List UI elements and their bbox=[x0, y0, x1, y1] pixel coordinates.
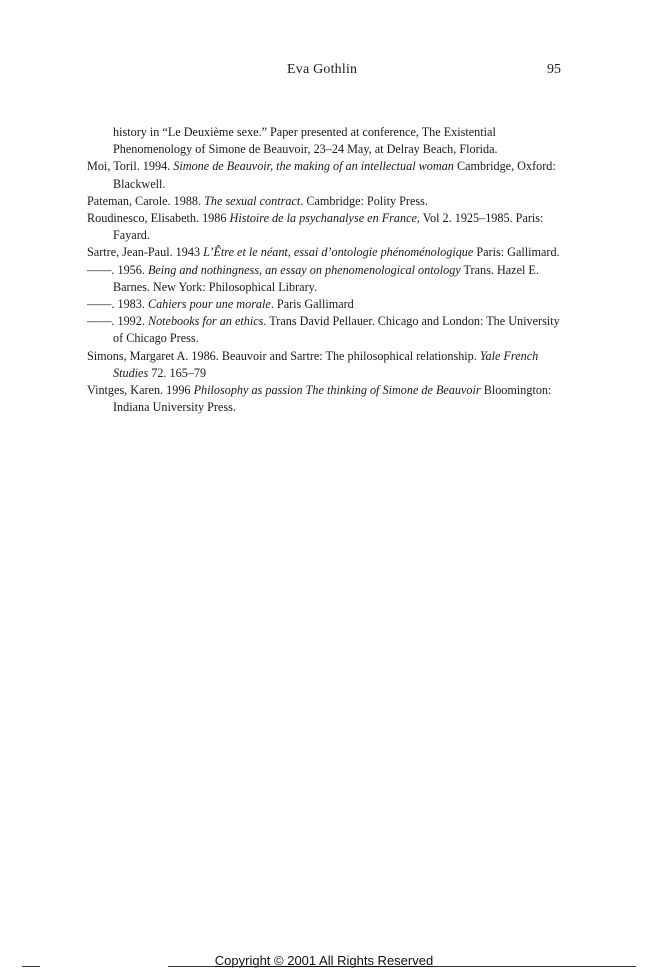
reference-text: Paris: Gallimard. bbox=[473, 245, 560, 260]
reference-title: Philosophy as passion The thinking of Simone de Beauvoir bbox=[193, 383, 481, 398]
reference-text: Trans. Hazel E. Barnes. New York: Philosophical Library. bbox=[113, 262, 539, 294]
running-head-author: Eva Gothlin bbox=[287, 62, 358, 77]
reference-title: Being and nothingness, an essay on phenomenological ontology bbox=[147, 262, 461, 277]
reference-entry bbox=[87, 193, 565, 210]
reference-entry bbox=[87, 313, 565, 347]
reference-text: . Paris Gallimard bbox=[270, 297, 354, 312]
reference-entry bbox=[87, 158, 565, 192]
reference-title: Histoire de la psychanalyse en France bbox=[229, 211, 417, 226]
reference-text: ——. 1983. bbox=[87, 297, 148, 312]
reference-entry bbox=[87, 262, 565, 296]
reference-text: Pateman, Carole. 1988. bbox=[87, 193, 205, 208]
running-head bbox=[0, 62, 648, 80]
reference-text: Sartre, Jean-Paul. 1943 bbox=[87, 245, 204, 260]
reference-title: L’Être et le néant, essai d’ontologie phénoménologique bbox=[203, 245, 474, 260]
reference-title: Yale French Studies bbox=[113, 348, 539, 380]
reference-text: ——. 1992. bbox=[87, 314, 148, 329]
reference-text: . Cambridge: Polity Press. bbox=[300, 193, 428, 208]
reference-title: Notebooks for an ethics bbox=[147, 314, 264, 329]
reference-text: Simons, Margaret A. 1986. Beauvoir and Sartre: The philosophical relationship. bbox=[87, 348, 480, 363]
reference-text: Moi, Toril. 1994. bbox=[87, 159, 174, 174]
reference-text: . Trans David Pellauer. Chicago and London: The University of Chicago Press. bbox=[113, 314, 560, 346]
reference-text: Roudinesco, Elisabeth. 1986 bbox=[87, 211, 230, 226]
copyright-notice: Copyright © 2001 All Rights Reserved bbox=[214, 953, 434, 968]
reference-entry-continued bbox=[87, 124, 565, 158]
reference-text: , Vol 2. 1925–1985. Paris: Fayard. bbox=[113, 211, 544, 243]
reference-text: 72. 165–79 bbox=[148, 365, 207, 380]
reference-text: Cambridge, Oxford: Blackwell. bbox=[113, 159, 556, 191]
reference-entry bbox=[87, 244, 565, 261]
reference-text: ——. 1956. bbox=[87, 262, 148, 277]
reference-text: Bloomington: Indiana University Press. bbox=[113, 383, 552, 415]
reference-list bbox=[87, 124, 565, 416]
reference-title: Simone de Beauvoir, the making of an intellectual woman bbox=[173, 159, 454, 174]
reference-entry bbox=[87, 348, 565, 382]
reference-entry bbox=[87, 210, 565, 244]
reference-title: Cahiers pour une morale bbox=[147, 297, 271, 312]
reference-text: Vintges, Karen. 1996 bbox=[87, 383, 194, 398]
reference-title: The sexual contract bbox=[204, 193, 301, 208]
reference-entry bbox=[87, 296, 565, 313]
reference-text: history in “Le Deuxième sexe.” Paper presented at conference, The Existential Phenomenology of Simone de Beauvoir, 23–24 May, at Delray Beach, Florida. bbox=[113, 125, 498, 157]
page-number: 95 bbox=[547, 62, 561, 77]
reference-entry bbox=[87, 382, 565, 416]
